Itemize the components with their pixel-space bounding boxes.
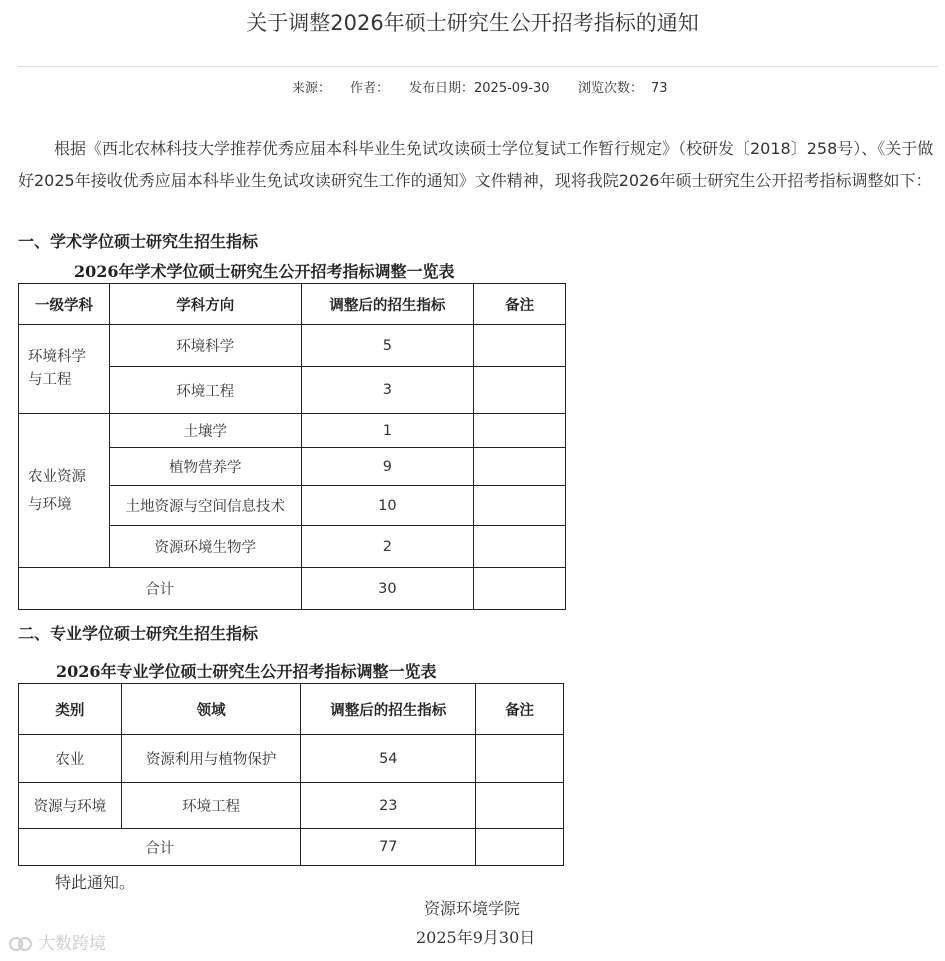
note-cell: [474, 486, 566, 526]
quota-cell: 10: [301, 486, 474, 526]
discipline-name: 环境科学与工程: [27, 349, 86, 388]
total-value: 77: [301, 829, 476, 866]
note-cell: [474, 325, 566, 367]
total-label: 合计: [19, 829, 301, 866]
table-header-row: [19, 284, 566, 325]
section1-heading: 一、学术学位硕士研究生招生指标: [18, 232, 259, 251]
table-row: [19, 414, 566, 448]
total-label: 合计: [19, 568, 302, 610]
direction-cell: 土壤学: [109, 414, 301, 448]
header-quota: 调整后的招生指标: [301, 284, 474, 325]
discipline-cell: [19, 325, 110, 414]
direction-cell: 环境科学: [109, 325, 301, 367]
note-cell: [474, 367, 566, 414]
quota-cell: 23: [301, 783, 476, 829]
section2-heading: 二、专业学位硕士研究生招生指标: [18, 624, 259, 643]
field-cell: 环境工程: [121, 783, 301, 829]
brand-logo-icon: [8, 935, 34, 953]
header-discipline: 一级学科: [19, 284, 110, 325]
quota-cell: 54: [301, 735, 476, 783]
quota-cell: 2: [301, 526, 474, 568]
note-cell: [476, 735, 564, 783]
table-row: [19, 325, 566, 367]
discipline-name: 农业资源与环境: [27, 468, 86, 513]
note-cell: [474, 526, 566, 568]
quota-cell: 5: [301, 325, 474, 367]
direction-cell: 资源环境生物学: [109, 526, 301, 568]
total-value: 30: [301, 568, 474, 610]
note-cell: [476, 783, 564, 829]
signature-date: 2025年9月30日: [416, 928, 536, 947]
quota-cell: 9: [301, 448, 474, 486]
category-cell: 资源与环境: [19, 783, 122, 829]
section2-table-title: 2026年专业学位硕士研究生公开招考指标调整一览表: [56, 662, 437, 681]
header-field: 领域: [121, 684, 301, 735]
note-cell: [474, 414, 566, 448]
header-direction: 学科方向: [109, 284, 301, 325]
watermark-text: 大数跨境: [38, 934, 106, 954]
header-note: 备注: [476, 684, 564, 735]
signature: 资源环境学院: [424, 899, 521, 918]
quota-cell: 1: [301, 414, 474, 448]
category-cell: 农业: [19, 735, 122, 783]
direction-cell: 植物营养学: [109, 448, 301, 486]
title-divider: [18, 66, 938, 67]
table-header-row: [19, 684, 564, 735]
note-cell: [474, 568, 566, 610]
table-row: [19, 783, 564, 829]
watermark: [8, 929, 106, 954]
direction-cell: 土地资源与空间信息技术: [109, 486, 301, 526]
source-label: 来源：: [292, 81, 332, 96]
publish-date: 发布日期：2025-09-30: [409, 81, 550, 96]
field-cell: 资源利用与植物保护: [121, 735, 301, 783]
table-row: [19, 735, 564, 783]
author-label: 作者：: [350, 81, 390, 96]
views-label: 浏览次数：: [578, 81, 644, 96]
academic-quota-table: [18, 283, 566, 610]
section1-table-title: 2026年学术学位硕士研究生公开招考指标调整一览表: [74, 262, 455, 281]
intro-paragraph: 根据《西北农林科技大学推荐优秀应届本科毕业生免试攻读硕士学位复试工作暂行规定》（校研发〔2018〕258号）、《关于做好2025年接收优秀应届本科毕业生免试攻读研究生工作的通知》文件精神，现将我院2026年硕士研究生公开招考指标调整如下：: [18, 139, 934, 190]
quota-cell: 3: [301, 367, 474, 414]
header-category: 类别: [19, 684, 122, 735]
direction-cell: 环境工程: [109, 367, 301, 414]
header-quota: 调整后的招生指标: [301, 684, 476, 735]
note-cell: [474, 448, 566, 486]
table-total-row: [19, 568, 566, 610]
header-note: 备注: [474, 284, 566, 325]
page-title: 关于调整2026年硕士研究生公开招考指标的通知: [246, 11, 699, 35]
discipline-cell: [19, 414, 110, 568]
note-cell: [476, 829, 564, 866]
closing-notice: 特此通知。: [55, 873, 136, 892]
views-count: 73: [651, 81, 668, 96]
professional-quota-table: [18, 683, 564, 866]
table-total-row: [19, 829, 564, 866]
